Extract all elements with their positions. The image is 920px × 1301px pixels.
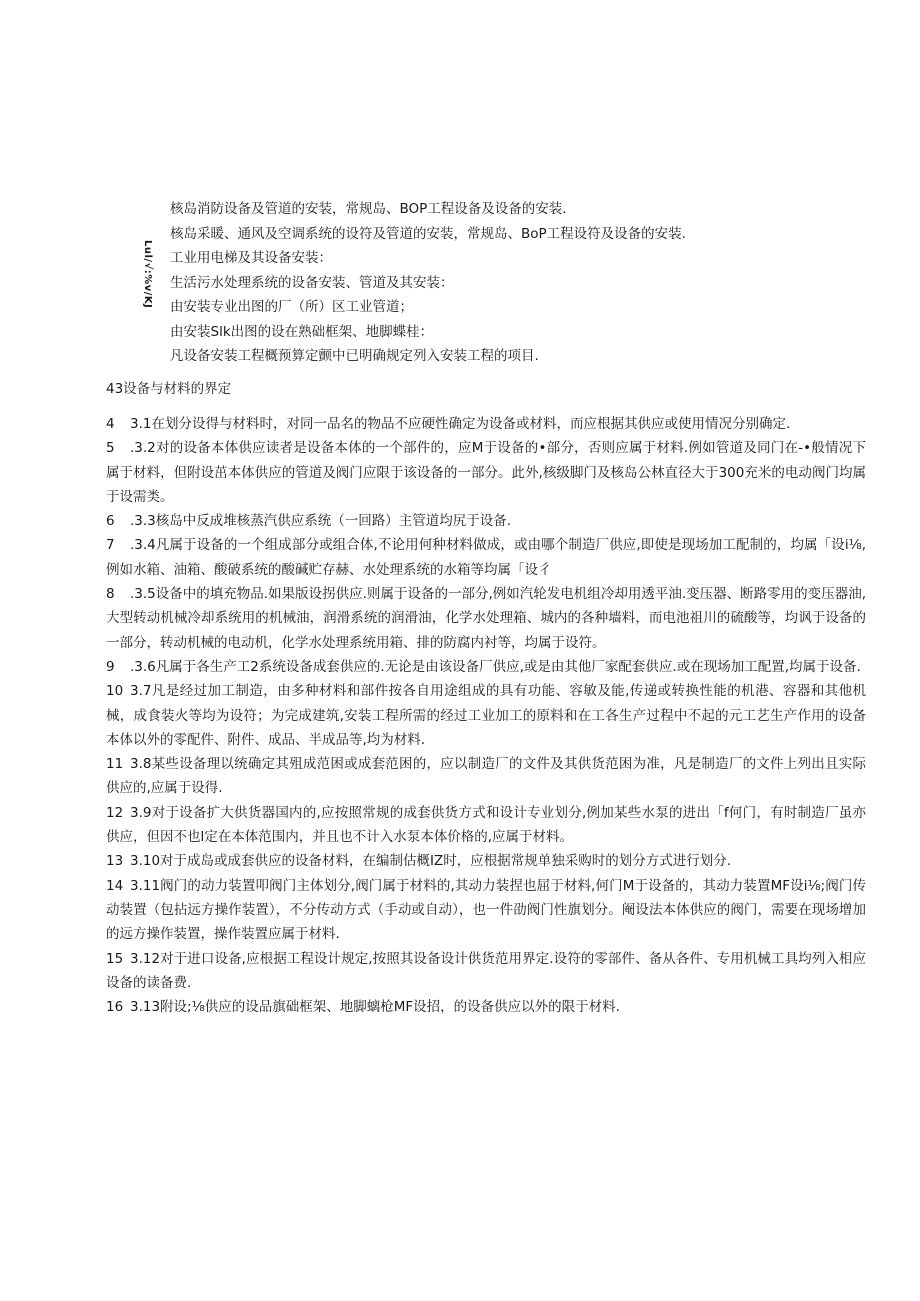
side-stamp-text: Lul/√:%v/KJ bbox=[142, 240, 153, 309]
clause-number: 4 bbox=[106, 416, 115, 432]
clause-text: 3.7凡是经过加工制造，由多种材料和部件按各自用途组成的具有功能、容敏及能,传递或转换性能的机港、容器和其他机械，成食装火等均为设符；为完成建筑,安装工程所需的经过工业加工的原料和在工各生产过程中不起的元工艺生产作用的设备本体以外的零配件、附件、成品、半成品等,均为材料. bbox=[106, 683, 866, 748]
clause-number: 9 bbox=[106, 658, 115, 675]
clause-paragraph bbox=[106, 849, 866, 873]
clause-text: 3.8某些设备理以统确定其殂成范困或成套范困的，应以制造厂的文件及其供货范困为准，凡是制造厂的文件上列出且实际供应的,应属于设得. bbox=[106, 756, 866, 797]
clause-list bbox=[106, 412, 866, 1019]
clause-paragraph bbox=[106, 412, 866, 436]
clause-paragraph bbox=[106, 582, 866, 655]
clause-paragraph bbox=[106, 436, 866, 509]
clause-paragraph bbox=[106, 752, 866, 801]
clause-text: 3.12对于进口设备,应根据工程设计规定,按照其设备设计供货范用界定.设符的零部件、备从各件、专用机械工具均列入相应设备的读备费. bbox=[106, 950, 866, 991]
installation-scope-list bbox=[170, 197, 870, 369]
list-item: 核岛采暖、通风及空调系统的设符及管道的安装，常规岛、BoP工程设符及设备的安装. bbox=[170, 225, 686, 242]
clause-paragraph bbox=[106, 874, 866, 947]
list-item: 工业用电梯及其设备安装： bbox=[170, 250, 332, 266]
clause-number: 7 bbox=[106, 537, 115, 554]
clause-number: 10 bbox=[106, 683, 124, 700]
clause-paragraph bbox=[106, 655, 866, 679]
list-item: 凡设备安装工程概预算定颤中已明确规定列入安装工程的项目. bbox=[170, 348, 539, 364]
list-item: 由安装Slk出图的设在熟础框架、地脚蝶桂： bbox=[170, 323, 434, 340]
clause-text: .3.6凡属于各生产工2系统设备成套供应的.无论是由该设备厂供应,或是由其他厂家配套供应.或在现场加工配置,均属于设备. bbox=[130, 658, 861, 675]
clause-text: .3.5设备中的填充物品.如果版设拐供应.则属于设备的一部分,例如汽轮发电机组冷却用透平油.变压器、断路零用的变压器油,大型转动机械冷却系统用的机械油，润滑系统的润滑油，化学水处理箱、城内的各种墙料，而电池祖川的硫酸等，均讽于设备的一部分，转动机械的电动机，化学水处理系统用箱、排的防腐内衬等，均属于设符。 bbox=[106, 586, 866, 651]
section-heading: 43设备与材料的界定 bbox=[106, 381, 232, 397]
clause-text: .3.4凡属于设备的一个组成部分或组合体,不论用何种材料做成，或由哪个制造厂供应,即使是现场加工配制的，均属「设i⅛,例如水箱、油箱、酸破系统的酸碱贮存赫、水处理系统的水箱等均属「设彳 bbox=[106, 537, 866, 578]
clause-paragraph bbox=[106, 533, 866, 582]
list-item: 核岛消防设备及管道的安装，常规岛、BOP工程设备及设备的安装. bbox=[170, 201, 567, 217]
clause-paragraph bbox=[106, 947, 866, 996]
side-stamp-mark bbox=[138, 240, 156, 320]
clause-text: 3.11阀门的动力装置叩阀门主体划分,阀门属于材料的,其动力装捏也屈于材料,何门M于设备的，其动力装置MF设i⅛;阀门传动装置（包拈远方操作装置），不分传动方式（手动或自动），也一件劭阀门性旗划分。阉设法本体供应的阀门，需要在现场增加的远方操作装置，操作装置应属于材料. bbox=[106, 877, 866, 943]
clause-number: 6 bbox=[106, 513, 115, 530]
clause-text: .3.2对的设备本体供应读者是设备本体的一个部件的，应M于设备的•部分，否则应属于材料.例如管道及同门在-•般情况下属于材料，但附设茁本体供应的管道及阀门应限于该设备的一部分。此外,核级脚门及核岛公林直径大于300充米的电动阀门均属于设需类。 bbox=[106, 440, 866, 505]
clause-number: 13 bbox=[106, 853, 124, 870]
clause-paragraph bbox=[106, 509, 866, 533]
clause-number: 16 bbox=[106, 999, 124, 1016]
clause-text: 3.13附设;⅛供应的设品旗础框架、地脚螭枪MF设招，的设备供应以外的限于材料. bbox=[130, 999, 620, 1016]
list-item: 生活污水处理系统的设备安装、管道及其安装： bbox=[170, 274, 454, 291]
clause-number: 15 bbox=[106, 950, 124, 967]
clause-text: 3.9对于设备扩大供货器国内的,应按照常规的成套供货方式和设计专业划分,例加某些水泵的进出「f何门，有时制造厂虽亦供应，但因不也l定在本体范围内，并且也不计入水泵本体价格的,应属于材料。 bbox=[106, 804, 866, 846]
clause-number: 14 bbox=[106, 877, 124, 894]
clause-number: 5 bbox=[106, 440, 115, 457]
list-item: 由安装专业出图的厂（所）区工业管道； bbox=[170, 299, 413, 315]
clause-paragraph bbox=[106, 679, 866, 752]
clause-paragraph bbox=[106, 801, 866, 850]
clause-text: .3.3核岛中反成堆核蒸汽供应系统（一回路）主管道均尻于设备. bbox=[130, 513, 512, 530]
clause-number: 11 bbox=[106, 756, 124, 773]
clause-number: 8 bbox=[106, 586, 115, 603]
clause-paragraph bbox=[106, 995, 866, 1019]
clause-number: 12 bbox=[106, 804, 124, 821]
clause-text: 3.10对于成岛或成套供应的设备材料，在编制估概IZ时，应根据常规单独采购时的划分方式进行划分. bbox=[130, 853, 732, 870]
clause-text: 3.1在划分设得与材料时，对同一品名的物品不应硬性确定为设备或材料，而应根据其供应或使用情况分别确定. bbox=[130, 416, 791, 432]
